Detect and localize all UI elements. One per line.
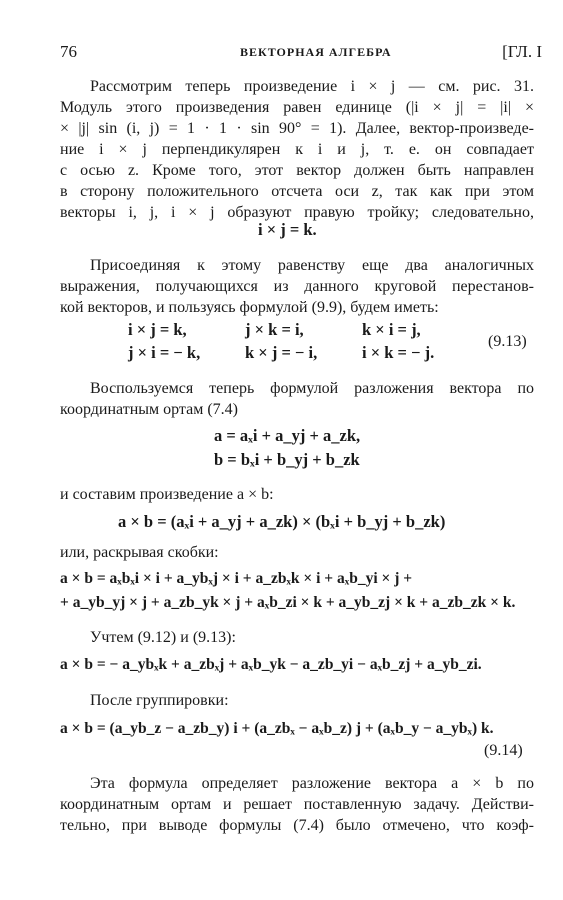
text-line: векторы i, j, i × j образуют правую тройку; следовательно, [60,204,534,221]
page-number: 76 [60,42,77,61]
text-line: Эта формула определяет разложение вектора a × b по [90,775,534,792]
text-line: выражения, получающихся из данного круговой перестанов- [60,278,534,295]
equation-a-cross-b: a × b = (aₓi + a_yj + a_zk) × (bₓi + b_yj + b_zk) [118,512,446,531]
equation-expansion-1: a × b = aₓbₓi × i + a_ybₓj × i + a_zbₓk × i + aₓb_yi × j + [60,570,413,587]
equation-expansion-2: + a_yb_yj × j + a_zb_yk × j + aₓb_zi × k + a_yb_zj × k + a_zb_zk × k. [60,594,516,611]
text-line: Присоединяя к этому равенству еще два аналогичных [90,257,534,274]
equation-cell: k × i = j, [362,320,421,339]
text-line: координатным ортам (7.4) [60,401,238,418]
equation-result: a × b = − a_ybₓk + a_zbₓj + aₓb_yk − a_zb_yi − aₓb_zj + a_yb_zi. [60,656,482,673]
paragraph-compose [60,484,534,505]
text-line: кой векторов, и пользуясь формулой (9.9), будем иметь: [60,299,439,316]
equation-9-14: a × b = (a_yb_z − a_zb_y) i + (a_zbₓ − aₓb_z) j + (aₓb_y − a_ybₓ) k. [60,720,494,737]
text-line: Воспользуемся теперь формулой разложения вектора по [90,380,534,397]
text-line: Рассмотрим теперь произведение i × j — см. рис. 31. [90,78,534,95]
text-line: ние i × j перпендикулярен к i и j, т. е. он совпадает [60,141,534,158]
equation-vector-a: a = aₓi + a_yj + a_zk, [214,426,361,445]
paragraph-cyclic [60,255,534,318]
paragraph-intro [60,76,534,223]
equation-number: (9.14) [484,742,523,759]
paragraph-conclusion [60,773,534,836]
text-line: в сторону положительного отсчета оси z, так как при этом [60,183,534,200]
chapter-label: [ГЛ. I [502,42,542,61]
text-line: с осью z. Кроме того, этот вектор должен быть направлен [60,162,534,179]
equation-i-cross-j: i × j = k. [258,220,317,239]
running-title: ВЕКТОРНАЯ АЛГЕБРА [240,45,392,59]
equation-cell: k × j = − i, [245,343,318,362]
running-header [60,42,542,66]
equation-vector-b: b = bₓi + b_yj + b_zk [214,450,360,469]
text-line: тельно, при выводе формулы (7.4) было отмечено, что коэф- [60,817,534,834]
text-line: или, раскрывая скобки: [60,544,219,561]
text-line: Модуль этого произведения равен единице (|i × j| = |i| × [60,99,534,116]
text-line: Учтем (9.12) и (9.13): [90,629,236,646]
text-line: координатным ортам и решает поставленную задачу. Действи- [60,796,534,813]
text-line: После группировки: [90,692,229,709]
equation-cell: i × j = k, [128,320,187,339]
paragraph-grouping [60,690,534,711]
paragraph-account [60,627,534,648]
text-line: × |j| sin (i, j) = 1 · 1 · sin 90° = 1). Далее, вектор-произведе- [60,120,534,137]
text-line: и составим произведение a × b: [60,486,274,503]
equation-cell: i × k = − j. [362,343,435,362]
paragraph-decomposition [60,378,534,420]
paragraph-expand [60,542,534,563]
equation-number: (9.13) [488,333,527,350]
equation-cell: j × i = − k, [128,343,201,362]
equation-cell: j × k = i, [245,320,304,339]
